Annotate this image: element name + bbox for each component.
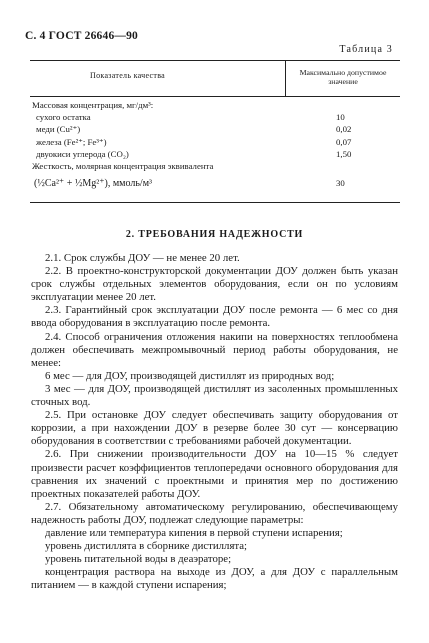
row-label: Жесткость, молярная концентрация эквивалента: [32, 161, 214, 171]
row-value: 0,07: [336, 137, 352, 147]
table-header-max-value: Максимально допустимое значение: [299, 68, 387, 86]
row-label: железа (Fe²⁺; Fe³⁺): [36, 137, 107, 147]
paragraph: 2.2. В проектно-конструкторской документации ДОУ должен быть указан срок службы отдельных элементов оборудования, если он по условиям эксплуатации менее 20 лет.: [31, 265, 398, 304]
table-row: [30, 161, 400, 173]
table-row: [30, 112, 400, 124]
table-caption: Таблица 3: [339, 44, 393, 55]
list-item: 3 мес — для ДОУ, производящей дистиллят из засоленных промышленных сточных вод.: [31, 382, 398, 409]
paragraph: 2.5. При остановке ДОУ следует обеспечивать защиту оборудования от коррозии, а при нахождении ДОУ в резерве более 30 сут — консервацию оборудования в соответствии с требованиями рабочей документации.: [31, 409, 398, 448]
paragraph: 2.3. Гарантийный срок эксплуатации ДОУ после ремонта — 6 мес со дня ввода оборудования в эксплуатацию после ремонта.: [31, 304, 398, 330]
table-row: [30, 100, 400, 112]
section-body: [31, 252, 398, 592]
row-value: 0,02: [336, 124, 352, 134]
list-item: 6 мес — для ДОУ, производящей дистиллят из природных вод;: [45, 369, 335, 382]
table-bottom-rule: [30, 202, 400, 203]
paragraph: 2.7. Обязательному автоматическому регулированию, обеспечивающему надежность работы ДОУ, подлежат следующие параметры:: [31, 500, 398, 526]
list-item: концентрация раствора на выходе из ДОУ, а для ДОУ с параллельным питанием — в каждой ступени испарения;: [31, 566, 398, 592]
table-top-rule: [30, 60, 400, 61]
row-label: сухого остатка: [36, 112, 91, 122]
list-item: давление или температура кипения в первой ступени испарения;: [45, 526, 343, 539]
list-item: уровень дистиллята в сборнике дистиллята;: [45, 540, 248, 553]
table-header-indicator: Показатель качества: [90, 71, 166, 80]
table-row: [30, 137, 400, 149]
row-value: 1,50: [336, 149, 352, 159]
list-item: уровень питательной воды в деаэраторе;: [45, 553, 232, 566]
page-header: С. 4 ГОСТ 26646—90: [25, 30, 138, 42]
table-row: [30, 124, 400, 136]
row-label: (½Ca²⁺ + ½Mg²⁺), ммоль/м³: [34, 178, 153, 189]
row-value: 10: [336, 112, 345, 122]
paragraph: 2.6. При снижении производительности ДОУ на 10—15 % следует произвести расчет коэффициентов теплопередачи основного оборудования для сравнения их значений с проектными и принятия мер по достижению проектных показателей работы ДОУ.: [31, 448, 398, 500]
paragraph: 2.1. Срок службы ДОУ — не менее 20 лет.: [45, 252, 240, 264]
table-header-rule: [30, 96, 400, 97]
row-value: 30: [336, 178, 345, 188]
row-label: Массовая концентрация, мг/дм³:: [32, 100, 154, 110]
table-row: [30, 149, 400, 161]
section-title: 2. ТРЕБОВАНИЯ НАДЕЖНОСТИ: [125, 229, 304, 240]
row-label: двуокиси углерода (CO₂): [36, 149, 129, 159]
row-label: меди (Cu²⁺): [36, 124, 81, 134]
paragraph: 2.4. Способ ограничения отложения накипи на поверхностях теплообмена должен обеспечивать межпромывочный период работы оборудования, не менее:: [31, 330, 398, 369]
table-row: [30, 178, 400, 194]
